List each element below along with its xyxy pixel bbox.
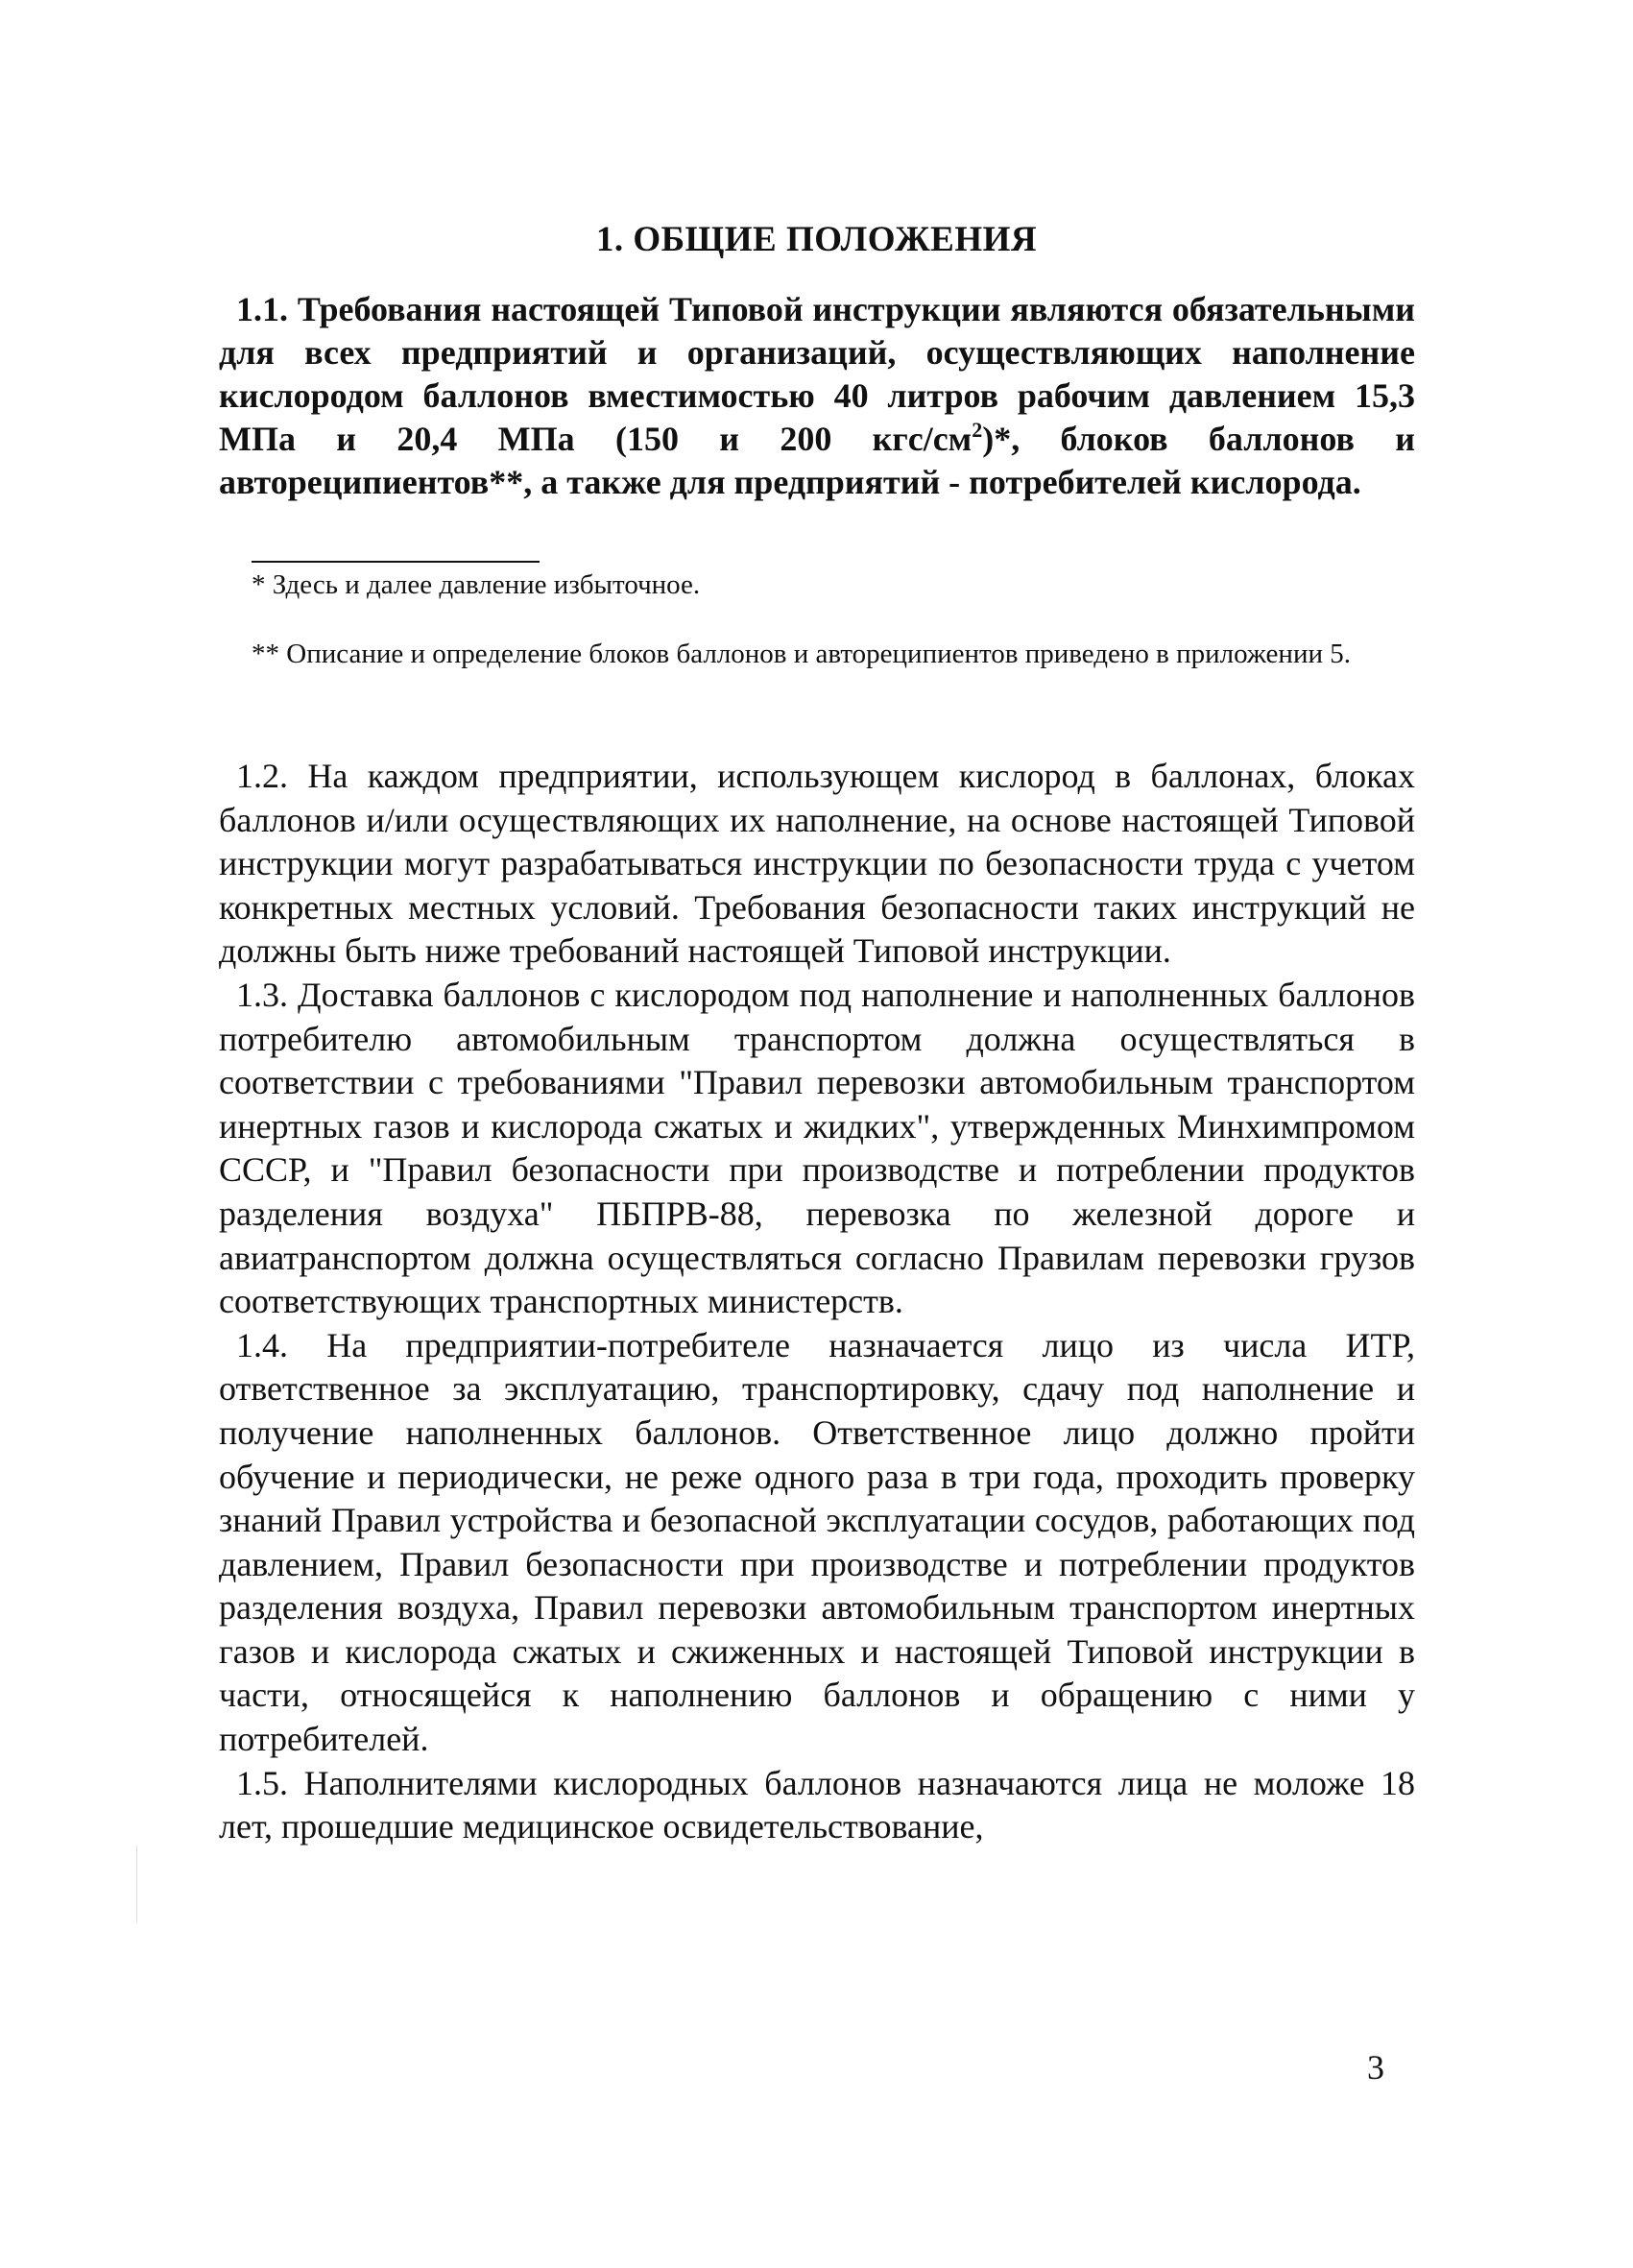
footnote-text: ** Описание и определение блоков баллонов и автореципиентов приведено в приложении 5. bbox=[252, 639, 1351, 669]
superscript: 2 bbox=[972, 418, 983, 442]
paragraph-1-2: 1.2. На каждом предприятии, использующем кислород в баллонах, блоках баллонов и/или осуществляющих их наполнение, на основе настоящей Типовой инструкции могут разрабатываться инструкции по безопасности труда с учетом конкретных местных условий. Требования безопасности таких инструкций не должны быть ниже требований настоящей Типовой инструкции. bbox=[219, 757, 1415, 971]
paragraph-text-end: )*, блоков баллонов и автореципиентов**, а также для предприятий - потребителей кислорода. bbox=[219, 420, 1415, 501]
paragraph-1-5: 1.5. Наполнителями кислородных баллонов назначаются лица не моложе 18 лет, прошедшие медицинское освидетельствование, bbox=[219, 1763, 1415, 1846]
paragraph-1-3: 1.3. Доставка баллонов с кислородом под наполнение и наполненных баллонов потребителю автомобильным транспортом должна осуществляться в соответствии с требованиями "Правил перевозки автомобильным транспортом инертных газов и кислорода сжатых и жидких", утвержденных Минхимпромом СССР, и "Правил безопасности при производстве и потреблении продуктов разделения воздуха" ПБПРВ-88, перевозка по железной дороге и авиатранспортом должна осуществляться согласно Правилам перевозки грузов соответствующих транспортных министерств. bbox=[219, 975, 1415, 1321]
section-title: 1. ОБЩИЕ ПОЛОЖЕНИЯ bbox=[595, 220, 1038, 259]
page-number: 3 bbox=[1367, 2048, 1384, 2087]
paragraph-number: 1.1. bbox=[236, 290, 288, 328]
footnote-text: * Здесь и далее давление избыточное. bbox=[252, 569, 701, 600]
paragraph-1-1 bbox=[219, 288, 1415, 504]
paragraph-1-4: 1.4. На предприятии-потребителе назначается лицо из числа ИТР, ответственное за эксплуатацию, транспортировку, сдачу под наполнение и получение наполненных баллонов. Ответственное лицо должно пройти обучение и периодически, не реже одного раза в три года, проходить проверку знаний Правил устройства и безопасной эксплуатации сосудов, работающих под давлением, Правил безопасности при производстве и потреблении продуктов разделения воздуха, Правил перевозки автомобильным транспортом инертных газов и кислорода сжатых и сжиженных и настоящей Типовой инструкции в части, относящейся к наполнению баллонов и обращению с ними у потребителей. bbox=[219, 1325, 1415, 1759]
footnote-2 bbox=[219, 636, 1415, 672]
paragraphs-body bbox=[219, 755, 1415, 1849]
footnote-1 bbox=[219, 567, 1415, 603]
paragraph-text: Требования настоящей Типовой инструкции являются обязательными для всех предприятий и организаций, осуществляющих наполнение кислородом баллонов вместимостью 40 литров рабочим давлением 15,3 МПа и 20,4 МПа (150 и 200 кгс/см bbox=[219, 290, 1416, 458]
scan-artifact bbox=[136, 1846, 137, 1922]
footnote-divider bbox=[252, 561, 540, 563]
